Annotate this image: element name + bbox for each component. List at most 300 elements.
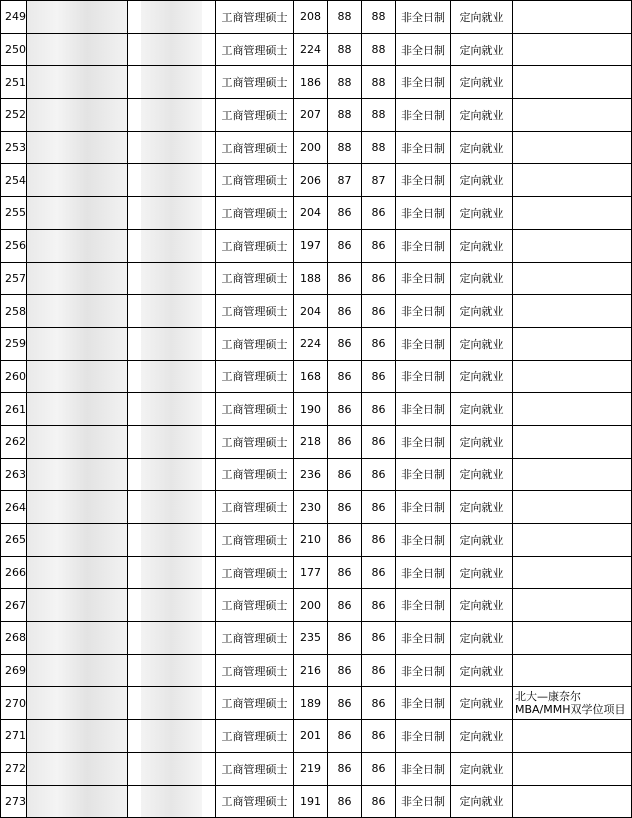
score-2-cell: 86 bbox=[362, 491, 396, 524]
study-mode-cell: 非全日制 bbox=[396, 66, 451, 99]
score-2-cell: 86 bbox=[362, 197, 396, 230]
employment-type-cell: 定向就业 bbox=[451, 524, 513, 557]
study-mode-cell: 非全日制 bbox=[396, 785, 451, 818]
table-row bbox=[1, 654, 632, 687]
score-1-cell: 86 bbox=[328, 425, 362, 458]
row-number: 261 bbox=[1, 393, 27, 426]
row-number: 249 bbox=[1, 1, 27, 34]
name-cell-redacted bbox=[128, 785, 216, 818]
note-cell bbox=[513, 131, 632, 164]
employment-type-cell: 定向就业 bbox=[451, 491, 513, 524]
id-cell-redacted bbox=[27, 360, 128, 393]
name-cell-redacted bbox=[128, 197, 216, 230]
note-cell bbox=[513, 229, 632, 262]
major-cell: 工商管理硕士 bbox=[216, 360, 294, 393]
study-mode-cell: 非全日制 bbox=[396, 360, 451, 393]
score-2-cell: 86 bbox=[362, 393, 396, 426]
study-mode-cell: 非全日制 bbox=[396, 524, 451, 557]
id-cell-redacted bbox=[27, 785, 128, 818]
employment-type-cell: 定向就业 bbox=[451, 164, 513, 197]
table-row bbox=[1, 131, 632, 164]
note-cell bbox=[513, 99, 632, 132]
major-cell: 工商管理硕士 bbox=[216, 622, 294, 655]
total-score-cell: 235 bbox=[294, 622, 328, 655]
major-cell: 工商管理硕士 bbox=[216, 262, 294, 295]
row-number: 264 bbox=[1, 491, 27, 524]
redacted-blur bbox=[27, 524, 127, 556]
id-cell-redacted bbox=[27, 295, 128, 328]
name-cell-redacted bbox=[128, 491, 216, 524]
major-cell: 工商管理硕士 bbox=[216, 752, 294, 785]
score-2-cell: 88 bbox=[362, 33, 396, 66]
redacted-blur bbox=[27, 687, 127, 719]
redacted-blur bbox=[141, 132, 202, 164]
table-row bbox=[1, 425, 632, 458]
note-cell bbox=[513, 164, 632, 197]
score-2-cell: 86 bbox=[362, 327, 396, 360]
note-cell bbox=[513, 752, 632, 785]
note-cell bbox=[513, 524, 632, 557]
note-cell bbox=[513, 393, 632, 426]
total-score-cell: 189 bbox=[294, 687, 328, 720]
study-mode-cell: 非全日制 bbox=[396, 491, 451, 524]
redacted-blur bbox=[27, 197, 127, 229]
name-cell-redacted bbox=[128, 752, 216, 785]
id-cell-redacted bbox=[27, 327, 128, 360]
employment-type-cell: 定向就业 bbox=[451, 458, 513, 491]
score-2-cell: 88 bbox=[362, 66, 396, 99]
redacted-blur bbox=[141, 393, 202, 425]
table-row bbox=[1, 458, 632, 491]
major-cell: 工商管理硕士 bbox=[216, 229, 294, 262]
total-score-cell: 216 bbox=[294, 654, 328, 687]
redacted-blur bbox=[141, 459, 202, 491]
study-mode-cell: 非全日制 bbox=[396, 164, 451, 197]
major-cell: 工商管理硕士 bbox=[216, 327, 294, 360]
note-cell bbox=[513, 1, 632, 34]
employment-type-cell: 定向就业 bbox=[451, 654, 513, 687]
total-score-cell: 201 bbox=[294, 720, 328, 753]
employment-type-cell: 定向就业 bbox=[451, 66, 513, 99]
score-1-cell: 88 bbox=[328, 131, 362, 164]
name-cell-redacted bbox=[128, 393, 216, 426]
table-row bbox=[1, 687, 632, 720]
employment-type-cell: 定向就业 bbox=[451, 1, 513, 34]
employment-type-cell: 定向就业 bbox=[451, 687, 513, 720]
score-2-cell: 86 bbox=[362, 622, 396, 655]
score-2-cell: 86 bbox=[362, 360, 396, 393]
study-mode-cell: 非全日制 bbox=[396, 262, 451, 295]
row-number: 250 bbox=[1, 33, 27, 66]
study-mode-cell: 非全日制 bbox=[396, 589, 451, 622]
employment-type-cell: 定向就业 bbox=[451, 33, 513, 66]
note-cell bbox=[513, 654, 632, 687]
study-mode-cell: 非全日制 bbox=[396, 425, 451, 458]
table-row bbox=[1, 1, 632, 34]
score-1-cell: 86 bbox=[328, 785, 362, 818]
score-2-cell: 86 bbox=[362, 589, 396, 622]
study-mode-cell: 非全日制 bbox=[396, 458, 451, 491]
name-cell-redacted bbox=[128, 33, 216, 66]
study-mode-cell: 非全日制 bbox=[396, 687, 451, 720]
redacted-blur bbox=[141, 1, 202, 33]
score-2-cell: 87 bbox=[362, 164, 396, 197]
note-cell bbox=[513, 197, 632, 230]
study-mode-cell: 非全日制 bbox=[396, 720, 451, 753]
study-mode-cell: 非全日制 bbox=[396, 33, 451, 66]
redacted-blur bbox=[141, 491, 202, 523]
note-cell bbox=[513, 425, 632, 458]
score-2-cell: 88 bbox=[362, 99, 396, 132]
score-1-cell: 86 bbox=[328, 262, 362, 295]
name-cell-redacted bbox=[128, 589, 216, 622]
total-score-cell: 236 bbox=[294, 458, 328, 491]
score-2-cell: 88 bbox=[362, 131, 396, 164]
redacted-blur bbox=[141, 426, 202, 458]
row-number: 256 bbox=[1, 229, 27, 262]
redacted-blur bbox=[27, 164, 127, 196]
total-score-cell: 168 bbox=[294, 360, 328, 393]
row-number: 251 bbox=[1, 66, 27, 99]
redacted-blur bbox=[27, 622, 127, 654]
major-cell: 工商管理硕士 bbox=[216, 131, 294, 164]
study-mode-cell: 非全日制 bbox=[396, 1, 451, 34]
redacted-blur bbox=[141, 99, 202, 131]
note-cell bbox=[513, 66, 632, 99]
name-cell-redacted bbox=[128, 66, 216, 99]
redacted-blur bbox=[141, 622, 202, 654]
table-row bbox=[1, 720, 632, 753]
employment-type-cell: 定向就业 bbox=[451, 425, 513, 458]
score-2-cell: 86 bbox=[362, 785, 396, 818]
total-score-cell: 190 bbox=[294, 393, 328, 426]
employment-type-cell: 定向就业 bbox=[451, 752, 513, 785]
study-mode-cell: 非全日制 bbox=[396, 295, 451, 328]
id-cell-redacted bbox=[27, 556, 128, 589]
id-cell-redacted bbox=[27, 262, 128, 295]
major-cell: 工商管理硕士 bbox=[216, 66, 294, 99]
id-cell-redacted bbox=[27, 131, 128, 164]
score-1-cell: 86 bbox=[328, 360, 362, 393]
study-mode-cell: 非全日制 bbox=[396, 654, 451, 687]
redacted-blur bbox=[141, 34, 202, 66]
employment-type-cell: 定向就业 bbox=[451, 589, 513, 622]
study-mode-cell: 非全日制 bbox=[396, 622, 451, 655]
study-mode-cell: 非全日制 bbox=[396, 197, 451, 230]
redacted-blur bbox=[27, 720, 127, 752]
redacted-blur bbox=[141, 589, 202, 621]
row-number: 269 bbox=[1, 654, 27, 687]
study-mode-cell: 非全日制 bbox=[396, 229, 451, 262]
redacted-blur bbox=[27, 655, 127, 687]
id-cell-redacted bbox=[27, 164, 128, 197]
table-row bbox=[1, 589, 632, 622]
id-cell-redacted bbox=[27, 491, 128, 524]
id-cell-redacted bbox=[27, 197, 128, 230]
redacted-blur bbox=[141, 66, 202, 98]
redacted-blur bbox=[27, 34, 127, 66]
score-2-cell: 86 bbox=[362, 295, 396, 328]
redacted-blur bbox=[141, 197, 202, 229]
redacted-blur bbox=[141, 557, 202, 589]
row-number: 262 bbox=[1, 425, 27, 458]
note-cell bbox=[513, 360, 632, 393]
name-cell-redacted bbox=[128, 99, 216, 132]
redacted-blur bbox=[27, 230, 127, 262]
total-score-cell: 208 bbox=[294, 1, 328, 34]
employment-type-cell: 定向就业 bbox=[451, 229, 513, 262]
id-cell-redacted bbox=[27, 393, 128, 426]
table-row bbox=[1, 491, 632, 524]
row-number: 258 bbox=[1, 295, 27, 328]
score-2-cell: 86 bbox=[362, 720, 396, 753]
redacted-blur bbox=[141, 753, 202, 785]
total-score-cell: 188 bbox=[294, 262, 328, 295]
row-number: 268 bbox=[1, 622, 27, 655]
redacted-blur bbox=[141, 655, 202, 687]
name-cell-redacted bbox=[128, 524, 216, 557]
score-2-cell: 86 bbox=[362, 229, 396, 262]
id-cell-redacted bbox=[27, 33, 128, 66]
score-1-cell: 86 bbox=[328, 393, 362, 426]
total-score-cell: 200 bbox=[294, 589, 328, 622]
total-score-cell: 224 bbox=[294, 327, 328, 360]
name-cell-redacted bbox=[128, 654, 216, 687]
row-number: 259 bbox=[1, 327, 27, 360]
score-1-cell: 87 bbox=[328, 164, 362, 197]
employment-type-cell: 定向就业 bbox=[451, 131, 513, 164]
employment-type-cell: 定向就业 bbox=[451, 262, 513, 295]
major-cell: 工商管理硕士 bbox=[216, 295, 294, 328]
table-body bbox=[1, 1, 632, 818]
total-score-cell: 224 bbox=[294, 33, 328, 66]
major-cell: 工商管理硕士 bbox=[216, 425, 294, 458]
table-row bbox=[1, 229, 632, 262]
table-row bbox=[1, 33, 632, 66]
table-row bbox=[1, 262, 632, 295]
name-cell-redacted bbox=[128, 262, 216, 295]
name-cell-redacted bbox=[128, 327, 216, 360]
row-number: 260 bbox=[1, 360, 27, 393]
score-1-cell: 86 bbox=[328, 295, 362, 328]
redacted-blur bbox=[27, 328, 127, 360]
name-cell-redacted bbox=[128, 131, 216, 164]
major-cell: 工商管理硕士 bbox=[216, 197, 294, 230]
study-mode-cell: 非全日制 bbox=[396, 131, 451, 164]
score-1-cell: 88 bbox=[328, 33, 362, 66]
score-1-cell: 86 bbox=[328, 327, 362, 360]
redacted-blur bbox=[27, 393, 127, 425]
redacted-blur bbox=[27, 361, 127, 393]
table-row bbox=[1, 327, 632, 360]
row-number: 271 bbox=[1, 720, 27, 753]
redacted-blur bbox=[27, 426, 127, 458]
major-cell: 工商管理硕士 bbox=[216, 164, 294, 197]
row-number: 257 bbox=[1, 262, 27, 295]
row-number: 273 bbox=[1, 785, 27, 818]
redacted-blur bbox=[27, 589, 127, 621]
note-cell bbox=[513, 33, 632, 66]
name-cell-redacted bbox=[128, 556, 216, 589]
id-cell-redacted bbox=[27, 622, 128, 655]
note-cell bbox=[513, 295, 632, 328]
redacted-blur bbox=[27, 1, 127, 33]
redacted-blur bbox=[141, 687, 202, 719]
name-cell-redacted bbox=[128, 295, 216, 328]
table-row bbox=[1, 752, 632, 785]
study-mode-cell: 非全日制 bbox=[396, 393, 451, 426]
row-number: 252 bbox=[1, 99, 27, 132]
major-cell: 工商管理硕士 bbox=[216, 589, 294, 622]
total-score-cell: 197 bbox=[294, 229, 328, 262]
major-cell: 工商管理硕士 bbox=[216, 556, 294, 589]
total-score-cell: 204 bbox=[294, 295, 328, 328]
table-row bbox=[1, 164, 632, 197]
note-cell bbox=[513, 491, 632, 524]
employment-type-cell: 定向就业 bbox=[451, 197, 513, 230]
score-2-cell: 86 bbox=[362, 458, 396, 491]
note-cell bbox=[513, 556, 632, 589]
score-1-cell: 88 bbox=[328, 99, 362, 132]
name-cell-redacted bbox=[128, 622, 216, 655]
row-number: 267 bbox=[1, 589, 27, 622]
id-cell-redacted bbox=[27, 752, 128, 785]
total-score-cell: 204 bbox=[294, 197, 328, 230]
redacted-blur bbox=[27, 132, 127, 164]
major-cell: 工商管理硕士 bbox=[216, 785, 294, 818]
score-2-cell: 86 bbox=[362, 262, 396, 295]
name-cell-redacted bbox=[128, 229, 216, 262]
total-score-cell: 200 bbox=[294, 131, 328, 164]
redacted-blur bbox=[27, 66, 127, 98]
score-1-cell: 86 bbox=[328, 197, 362, 230]
score-2-cell: 86 bbox=[362, 654, 396, 687]
row-number: 272 bbox=[1, 752, 27, 785]
employment-type-cell: 定向就业 bbox=[451, 295, 513, 328]
note-cell bbox=[513, 589, 632, 622]
major-cell: 工商管理硕士 bbox=[216, 33, 294, 66]
row-number: 270 bbox=[1, 687, 27, 720]
score-1-cell: 86 bbox=[328, 229, 362, 262]
row-number: 263 bbox=[1, 458, 27, 491]
redacted-blur bbox=[27, 786, 127, 818]
score-1-cell: 86 bbox=[328, 524, 362, 557]
score-1-cell: 86 bbox=[328, 687, 362, 720]
employment-type-cell: 定向就业 bbox=[451, 622, 513, 655]
score-1-cell: 86 bbox=[328, 720, 362, 753]
employment-type-cell: 定向就业 bbox=[451, 720, 513, 753]
score-1-cell: 86 bbox=[328, 556, 362, 589]
redacted-blur bbox=[141, 328, 202, 360]
table-row bbox=[1, 785, 632, 818]
score-1-cell: 86 bbox=[328, 622, 362, 655]
id-cell-redacted bbox=[27, 1, 128, 34]
note-cell bbox=[513, 327, 632, 360]
major-cell: 工商管理硕士 bbox=[216, 654, 294, 687]
employment-type-cell: 定向就业 bbox=[451, 556, 513, 589]
study-mode-cell: 非全日制 bbox=[396, 327, 451, 360]
redacted-blur bbox=[27, 263, 127, 295]
redacted-blur bbox=[141, 361, 202, 393]
redacted-blur bbox=[27, 753, 127, 785]
name-cell-redacted bbox=[128, 425, 216, 458]
employment-type-cell: 定向就业 bbox=[451, 327, 513, 360]
major-cell: 工商管理硕士 bbox=[216, 687, 294, 720]
total-score-cell: 206 bbox=[294, 164, 328, 197]
redacted-blur bbox=[27, 459, 127, 491]
score-2-cell: 86 bbox=[362, 556, 396, 589]
redacted-blur bbox=[141, 786, 202, 818]
id-cell-redacted bbox=[27, 66, 128, 99]
score-1-cell: 88 bbox=[328, 1, 362, 34]
study-mode-cell: 非全日制 bbox=[396, 752, 451, 785]
id-cell-redacted bbox=[27, 687, 128, 720]
name-cell-redacted bbox=[128, 458, 216, 491]
id-cell-redacted bbox=[27, 524, 128, 557]
id-cell-redacted bbox=[27, 425, 128, 458]
score-2-cell: 88 bbox=[362, 1, 396, 34]
redacted-blur bbox=[27, 557, 127, 589]
score-1-cell: 86 bbox=[328, 752, 362, 785]
score-2-cell: 86 bbox=[362, 687, 396, 720]
major-cell: 工商管理硕士 bbox=[216, 491, 294, 524]
note-cell bbox=[513, 458, 632, 491]
employment-type-cell: 定向就业 bbox=[451, 393, 513, 426]
row-number: 265 bbox=[1, 524, 27, 557]
employment-type-cell: 定向就业 bbox=[451, 785, 513, 818]
study-mode-cell: 非全日制 bbox=[396, 556, 451, 589]
table-row bbox=[1, 393, 632, 426]
note-cell: 北大—康奈尔MBA/MMH双学位项目 bbox=[513, 687, 632, 720]
score-1-cell: 88 bbox=[328, 66, 362, 99]
table-row bbox=[1, 99, 632, 132]
redacted-blur bbox=[27, 99, 127, 131]
note-cell bbox=[513, 720, 632, 753]
name-cell-redacted bbox=[128, 687, 216, 720]
row-number: 254 bbox=[1, 164, 27, 197]
id-cell-redacted bbox=[27, 229, 128, 262]
major-cell: 工商管理硕士 bbox=[216, 458, 294, 491]
redacted-blur bbox=[141, 720, 202, 752]
id-cell-redacted bbox=[27, 99, 128, 132]
redacted-blur bbox=[141, 230, 202, 262]
name-cell-redacted bbox=[128, 164, 216, 197]
major-cell: 工商管理硕士 bbox=[216, 393, 294, 426]
id-cell-redacted bbox=[27, 589, 128, 622]
row-number: 255 bbox=[1, 197, 27, 230]
redacted-blur bbox=[141, 524, 202, 556]
note-cell bbox=[513, 785, 632, 818]
total-score-cell: 218 bbox=[294, 425, 328, 458]
major-cell: 工商管理硕士 bbox=[216, 720, 294, 753]
score-2-cell: 86 bbox=[362, 524, 396, 557]
total-score-cell: 230 bbox=[294, 491, 328, 524]
total-score-cell: 207 bbox=[294, 99, 328, 132]
total-score-cell: 210 bbox=[294, 524, 328, 557]
id-cell-redacted bbox=[27, 720, 128, 753]
score-1-cell: 86 bbox=[328, 491, 362, 524]
note-cell bbox=[513, 622, 632, 655]
name-cell-redacted bbox=[128, 720, 216, 753]
total-score-cell: 186 bbox=[294, 66, 328, 99]
employment-type-cell: 定向就业 bbox=[451, 99, 513, 132]
total-score-cell: 191 bbox=[294, 785, 328, 818]
study-mode-cell: 非全日制 bbox=[396, 99, 451, 132]
employment-type-cell: 定向就业 bbox=[451, 360, 513, 393]
id-cell-redacted bbox=[27, 654, 128, 687]
redacted-blur bbox=[27, 295, 127, 327]
major-cell: 工商管理硕士 bbox=[216, 99, 294, 132]
